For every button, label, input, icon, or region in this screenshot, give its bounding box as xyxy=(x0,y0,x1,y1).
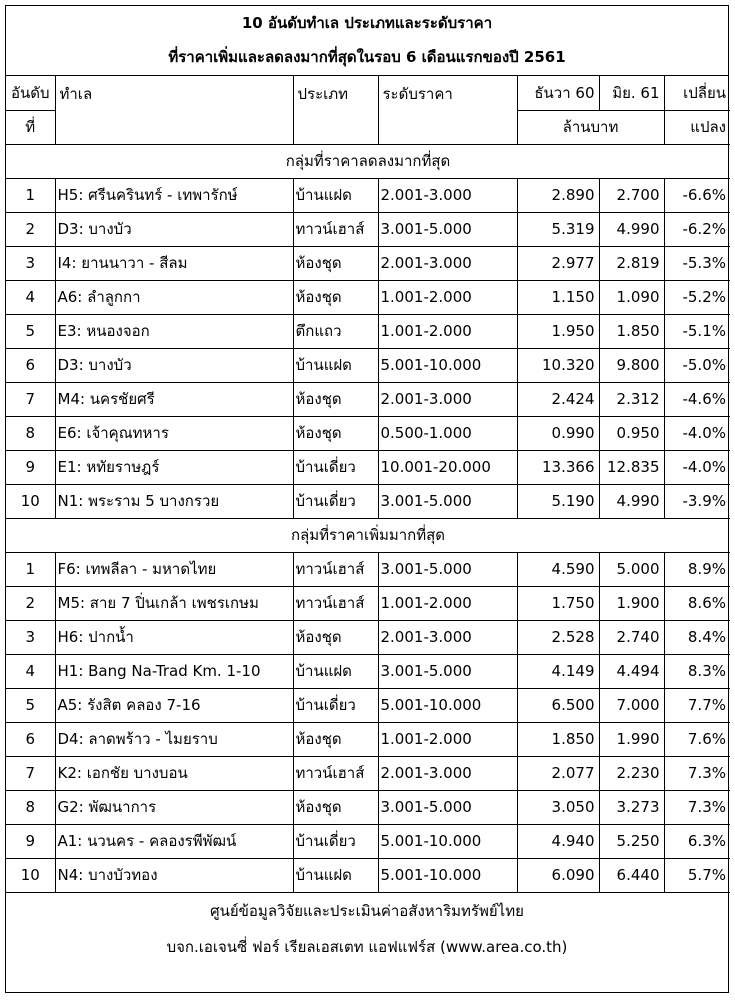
type-cell: ทาวน์เฮาส์ xyxy=(293,552,378,586)
report-page xyxy=(5,5,729,993)
type-cell: ห้องชุด xyxy=(293,416,378,450)
type-cell: บ้านแฝด xyxy=(293,654,378,688)
location-cell: E6: เจ้าคุณทหาร xyxy=(55,416,293,450)
dec60-price-cell: 2.077 xyxy=(517,756,599,790)
dec60-price-cell: 1.850 xyxy=(517,722,599,756)
table-row xyxy=(6,416,730,450)
rank-cell: 7 xyxy=(6,756,55,790)
price-range-cell: 2.001-3.000 xyxy=(378,382,517,416)
table-row xyxy=(6,348,730,382)
change-cell: 6.3% xyxy=(664,824,730,858)
jun61-price-cell: 2.230 xyxy=(599,756,664,790)
rank-cell: 6 xyxy=(6,722,55,756)
table-row xyxy=(6,586,730,620)
jun61-price-cell: 5.000 xyxy=(599,552,664,586)
group-label: กลุ่มที่ราคาเพิ่มมากที่สุด xyxy=(6,518,730,552)
table-row xyxy=(6,824,730,858)
jun61-price-cell: 4.494 xyxy=(599,654,664,688)
header-change-suffix: แปลง xyxy=(664,110,730,144)
type-cell: ทาวน์เฮาส์ xyxy=(293,212,378,246)
dec60-price-cell: 4.590 xyxy=(517,552,599,586)
location-cell: E3: หนองจอก xyxy=(55,314,293,348)
type-cell: ทาวน์เฮาส์ xyxy=(293,756,378,790)
dec60-price-cell: 1.150 xyxy=(517,280,599,314)
location-cell: F6: เทพลีลา - มหาดไทย xyxy=(55,552,293,586)
location-cell: D3: บางบัว xyxy=(55,348,293,382)
footer-line-1: ศูนย์ข้อมูลวิจัยและประเมินค่าอสังหาริมทรัพย์ไทย xyxy=(210,901,524,920)
footer-line-2: บจก.เอเจนซี่ ฟอร์ เรียลเอสเตท แอฟแฟร์ส (www.area.co.th) xyxy=(166,937,568,956)
header-row-1 xyxy=(6,76,730,110)
location-cell: A5: รังสิต คลอง 7-16 xyxy=(55,688,293,722)
rank-cell: 10 xyxy=(6,484,55,518)
price-range-cell: 1.001-2.000 xyxy=(378,586,517,620)
table-row xyxy=(6,246,730,280)
type-cell: ห้องชุด xyxy=(293,382,378,416)
price-range-cell: 2.001-3.000 xyxy=(378,620,517,654)
price-range-cell: 5.001-10.000 xyxy=(378,858,517,892)
header-change: เปลี่ยน xyxy=(664,76,730,110)
location-cell: E1: หทัยราษฎร์ xyxy=(55,450,293,484)
dec60-price-cell: 2.528 xyxy=(517,620,599,654)
table-row xyxy=(6,382,730,416)
price-range-cell: 0.500-1.000 xyxy=(378,416,517,450)
location-cell: A6: ลำลูกกา xyxy=(55,280,293,314)
table-row xyxy=(6,654,730,688)
jun61-price-cell: 7.000 xyxy=(599,688,664,722)
price-range-cell: 1.001-2.000 xyxy=(378,722,517,756)
jun61-price-cell: 1.090 xyxy=(599,280,664,314)
change-cell: -3.9% xyxy=(664,484,730,518)
price-range-cell: 5.001-10.000 xyxy=(378,348,517,382)
dec60-price-cell: 6.500 xyxy=(517,688,599,722)
header-location: ทำเล xyxy=(55,76,293,144)
change-cell: -5.0% xyxy=(664,348,730,382)
jun61-price-cell: 2.740 xyxy=(599,620,664,654)
type-cell: ห้องชุด xyxy=(293,790,378,824)
rank-cell: 8 xyxy=(6,790,55,824)
jun61-price-cell: 6.440 xyxy=(599,858,664,892)
jun61-price-cell: 12.835 xyxy=(599,450,664,484)
type-cell: บ้านแฝด xyxy=(293,348,378,382)
jun61-price-cell: 2.312 xyxy=(599,382,664,416)
table-row xyxy=(6,756,730,790)
jun61-price-cell: 4.990 xyxy=(599,484,664,518)
price-range-cell: 1.001-2.000 xyxy=(378,314,517,348)
table-row xyxy=(6,212,730,246)
group-label: กลุ่มที่ราคาลดลงมากที่สุด xyxy=(6,144,730,178)
dec60-price-cell: 2.424 xyxy=(517,382,599,416)
rank-cell: 3 xyxy=(6,620,55,654)
table-row xyxy=(6,450,730,484)
rank-cell: 7 xyxy=(6,382,55,416)
dec60-price-cell: 10.320 xyxy=(517,348,599,382)
location-cell: H5: ศรีนครินทร์ - เทพารักษ์ xyxy=(55,178,293,212)
change-cell: -4.0% xyxy=(664,416,730,450)
price-change-table xyxy=(6,76,730,893)
price-range-cell: 3.001-5.000 xyxy=(378,484,517,518)
table-row xyxy=(6,280,730,314)
jun61-price-cell: 3.273 xyxy=(599,790,664,824)
dec60-price-cell: 13.366 xyxy=(517,450,599,484)
dec60-price-cell: 6.090 xyxy=(517,858,599,892)
rank-cell: 2 xyxy=(6,586,55,620)
change-cell: 7.3% xyxy=(664,790,730,824)
jun61-price-cell: 0.950 xyxy=(599,416,664,450)
header-type: ประเภท xyxy=(293,76,378,144)
dec60-price-cell: 2.890 xyxy=(517,178,599,212)
location-cell: G2: พัฒนาการ xyxy=(55,790,293,824)
rank-cell: 9 xyxy=(6,450,55,484)
type-cell: ห้องชุด xyxy=(293,722,378,756)
type-cell: บ้านเดี่ยว xyxy=(293,688,378,722)
location-cell: I4: ยานนาวา - สีลม xyxy=(55,246,293,280)
report-footer xyxy=(6,893,728,965)
table-row xyxy=(6,620,730,654)
type-cell: บ้านเดี่ยว xyxy=(293,484,378,518)
change-cell: -6.2% xyxy=(664,212,730,246)
change-cell: 8.3% xyxy=(664,654,730,688)
change-cell: 7.6% xyxy=(664,722,730,756)
dec60-price-cell: 5.319 xyxy=(517,212,599,246)
rank-cell: 5 xyxy=(6,314,55,348)
change-cell: 8.4% xyxy=(664,620,730,654)
type-cell: บ้านเดี่ยว xyxy=(293,824,378,858)
location-cell: D4: ลาดพร้าว - ไมยราบ xyxy=(55,722,293,756)
change-cell: -5.1% xyxy=(664,314,730,348)
location-cell: M5: สาย 7 ปิ่นเกล้า เพชรเกษม xyxy=(55,586,293,620)
type-cell: ตึกแถว xyxy=(293,314,378,348)
table-row xyxy=(6,178,730,212)
rank-cell: 4 xyxy=(6,654,55,688)
header-unit: ล้านบาท xyxy=(517,110,664,144)
rank-cell: 8 xyxy=(6,416,55,450)
title-line-1: 10 อันดับทำเล ประเภทและระดับราคา xyxy=(241,14,493,32)
table-row xyxy=(6,484,730,518)
price-range-cell: 10.001-20.000 xyxy=(378,450,517,484)
jun61-price-cell: 4.990 xyxy=(599,212,664,246)
price-range-cell: 2.001-3.000 xyxy=(378,178,517,212)
change-cell: 8.9% xyxy=(664,552,730,586)
type-cell: บ้านเดี่ยว xyxy=(293,450,378,484)
rank-cell: 6 xyxy=(6,348,55,382)
change-cell: 8.6% xyxy=(664,586,730,620)
location-cell: H6: ปากน้ำ xyxy=(55,620,293,654)
location-cell: K2: เอกชัย บางบอน xyxy=(55,756,293,790)
dec60-price-cell: 3.050 xyxy=(517,790,599,824)
price-range-cell: 3.001-5.000 xyxy=(378,790,517,824)
header-rank-suffix: ที่ xyxy=(6,110,55,144)
location-cell: H1: Bang Na-Trad Km. 1-10 xyxy=(55,654,293,688)
header-price-level: ระดับราคา xyxy=(378,76,517,144)
type-cell: ห้องชุด xyxy=(293,280,378,314)
rank-cell: 4 xyxy=(6,280,55,314)
price-range-cell: 2.001-3.000 xyxy=(378,756,517,790)
price-range-cell: 5.001-10.000 xyxy=(378,824,517,858)
type-cell: ทาวน์เฮาส์ xyxy=(293,586,378,620)
type-cell: บ้านแฝด xyxy=(293,178,378,212)
location-cell: D3: บางบัว xyxy=(55,212,293,246)
group-header-row xyxy=(6,518,730,552)
type-cell: บ้านแฝด xyxy=(293,858,378,892)
jun61-price-cell: 2.700 xyxy=(599,178,664,212)
rank-cell: 10 xyxy=(6,858,55,892)
rank-cell: 5 xyxy=(6,688,55,722)
location-cell: M4: นครชัยศรี xyxy=(55,382,293,416)
jun61-price-cell: 9.800 xyxy=(599,348,664,382)
price-range-cell: 3.001-5.000 xyxy=(378,212,517,246)
table-row xyxy=(6,314,730,348)
type-cell: ห้องชุด xyxy=(293,246,378,280)
price-range-cell: 2.001-3.000 xyxy=(378,246,517,280)
dec60-price-cell: 1.950 xyxy=(517,314,599,348)
table-row xyxy=(6,790,730,824)
price-range-cell: 1.001-2.000 xyxy=(378,280,517,314)
dec60-price-cell: 2.977 xyxy=(517,246,599,280)
header-jun61: มิย. 61 xyxy=(599,76,664,110)
price-range-cell: 5.001-10.000 xyxy=(378,688,517,722)
dec60-price-cell: 4.940 xyxy=(517,824,599,858)
dec60-price-cell: 1.750 xyxy=(517,586,599,620)
rank-cell: 1 xyxy=(6,178,55,212)
dec60-price-cell: 0.990 xyxy=(517,416,599,450)
rank-cell: 1 xyxy=(6,552,55,586)
report-title xyxy=(6,6,728,76)
jun61-price-cell: 2.819 xyxy=(599,246,664,280)
jun61-price-cell: 1.900 xyxy=(599,586,664,620)
location-cell: N1: พระราม 5 บางกรวย xyxy=(55,484,293,518)
rank-cell: 3 xyxy=(6,246,55,280)
rank-cell: 2 xyxy=(6,212,55,246)
dec60-price-cell: 4.149 xyxy=(517,654,599,688)
jun61-price-cell: 5.250 xyxy=(599,824,664,858)
jun61-price-cell: 1.850 xyxy=(599,314,664,348)
group-header-row xyxy=(6,144,730,178)
price-range-cell: 3.001-5.000 xyxy=(378,654,517,688)
type-cell: ห้องชุด xyxy=(293,620,378,654)
change-cell: -5.3% xyxy=(664,246,730,280)
change-cell: 7.3% xyxy=(664,756,730,790)
table-row xyxy=(6,688,730,722)
location-cell: A1: นวนคร - คลองรพีพัฒน์ xyxy=(55,824,293,858)
change-cell: 7.7% xyxy=(664,688,730,722)
table-row xyxy=(6,552,730,586)
table-row xyxy=(6,722,730,756)
dec60-price-cell: 5.190 xyxy=(517,484,599,518)
change-cell: -6.6% xyxy=(664,178,730,212)
change-cell: -4.6% xyxy=(664,382,730,416)
price-range-cell: 3.001-5.000 xyxy=(378,552,517,586)
change-cell: -4.0% xyxy=(664,450,730,484)
header-rank: อันดับ xyxy=(6,76,55,110)
table-row xyxy=(6,858,730,892)
title-line-2: ที่ราคาเพิ่มและลดลงมากที่สุดในรอบ 6 เดือนแรกของปี 2561 xyxy=(168,48,566,66)
header-dec60: ธันวา 60 xyxy=(517,76,599,110)
location-cell: N4: บางบัวทอง xyxy=(55,858,293,892)
rank-cell: 9 xyxy=(6,824,55,858)
change-cell: -5.2% xyxy=(664,280,730,314)
jun61-price-cell: 1.990 xyxy=(599,722,664,756)
change-cell: 5.7% xyxy=(664,858,730,892)
